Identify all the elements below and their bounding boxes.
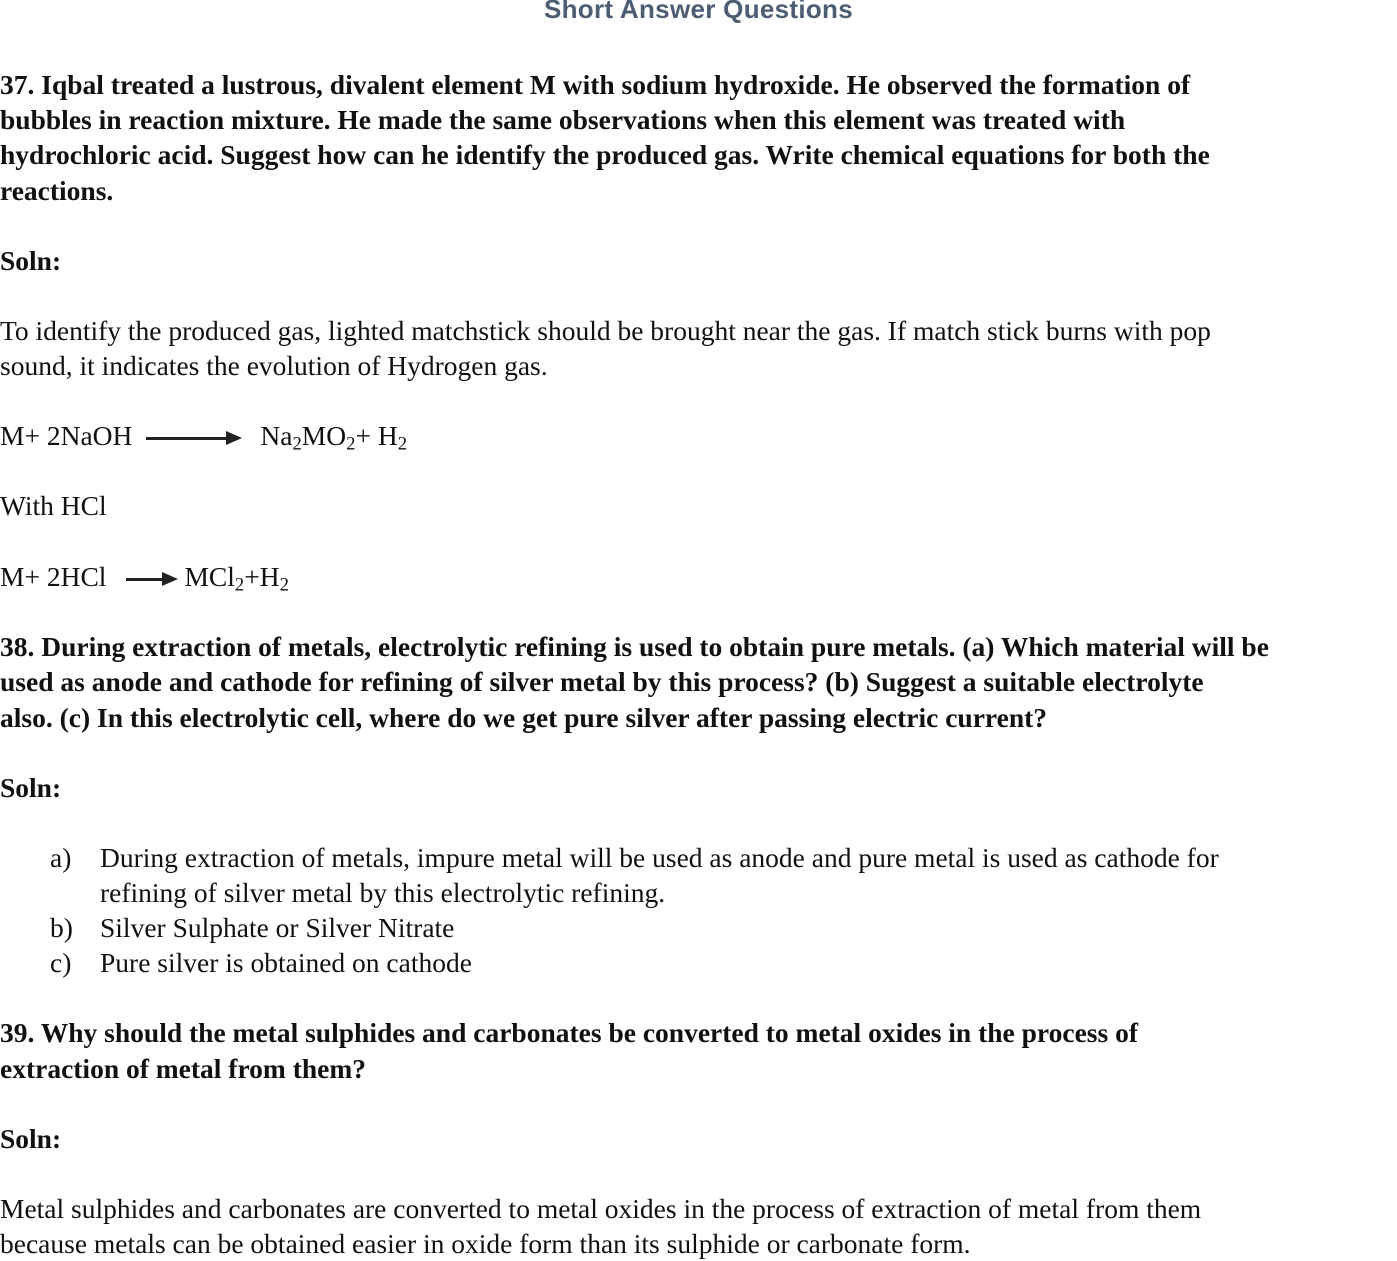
answer-39-line: Metal sulphides and carbonates are converted to metal oxides in the process of extraction of metal from them [0, 1193, 1202, 1224]
list-marker: b) [50, 912, 73, 943]
eq2-part: +H [244, 561, 280, 592]
list-item: refining of silver metal by this electrolytic refining. [100, 877, 666, 908]
answer-37-line: sound, it indicates the evolution of Hydrogen gas. [0, 350, 548, 381]
eq1-sub: 2 [397, 433, 408, 455]
question-39-line: extraction of metal from them? [0, 1053, 367, 1084]
question-38-line: used as anode and cathode for refining of silver metal by this process? (b) Suggest a suitable electrolyte [0, 666, 1204, 697]
eq2-part: MCl [184, 561, 235, 592]
arrow-icon [126, 578, 174, 581]
eq1-sub: 2 [292, 433, 302, 455]
answer-37-line: To identify the produced gas, lighted matchstick should be brought near the gas. If match stick burns with pop [0, 315, 1211, 346]
eq2-lhs: M+ 2HCl [0, 561, 107, 592]
equation-hcl [0, 559, 289, 594]
arrow-icon [146, 437, 238, 440]
question-37-line: hydrochloric acid. Suggest how can he identify the produced gas. Write chemical equations for both the [0, 139, 1210, 170]
question-38-line: 38. During extraction of metals, electrolytic refining is used to obtain pure metals. (a) Which material will be [0, 631, 1269, 662]
eq1-part: Na [260, 420, 293, 451]
soln-label: Soln: [0, 245, 62, 276]
soln-label: Soln: [0, 772, 62, 803]
question-38-line: also. (c) In this electrolytic cell, where do we get pure silver after passing electric current? [0, 702, 1048, 733]
list-item: During extraction of metals, impure metal will be used as anode and pure metal is used as cathode for [100, 842, 1219, 873]
eq1-part: MO [301, 420, 347, 451]
eq1-part: + H [355, 420, 398, 451]
soln-label: Soln: [0, 1123, 62, 1154]
eq2-sub: 2 [279, 574, 289, 596]
list-marker: a) [50, 842, 72, 873]
question-37-line: 37. Iqbal treated a lustrous, divalent element M with sodium hydroxide. He observed the formation of [0, 69, 1191, 100]
eq2-sub: 2 [234, 574, 245, 596]
section-title: Short Answer Questions [543, 0, 853, 24]
eq1-sub: 2 [346, 433, 356, 455]
question-37-line: reactions. [0, 175, 114, 206]
answer-39-line: because metals can be obtained easier in oxide form than its sulphide or carbonate form. [0, 1228, 971, 1259]
eq1-lhs: M+ 2NaOH [0, 420, 133, 451]
question-37-line: bubbles in reaction mixture. He made the same observations when this element was treated with [0, 104, 1126, 135]
question-39-line: 39. Why should the metal sulphides and carbonates be converted to metal oxides in the process of [0, 1017, 1138, 1048]
with-hcl-label: With HCl [0, 490, 107, 521]
list-item: Silver Sulphate or Silver Nitrate [100, 912, 455, 943]
equation-naoh [0, 418, 407, 453]
list-marker: c) [50, 947, 72, 978]
list-item: Pure silver is obtained on cathode [100, 947, 472, 978]
